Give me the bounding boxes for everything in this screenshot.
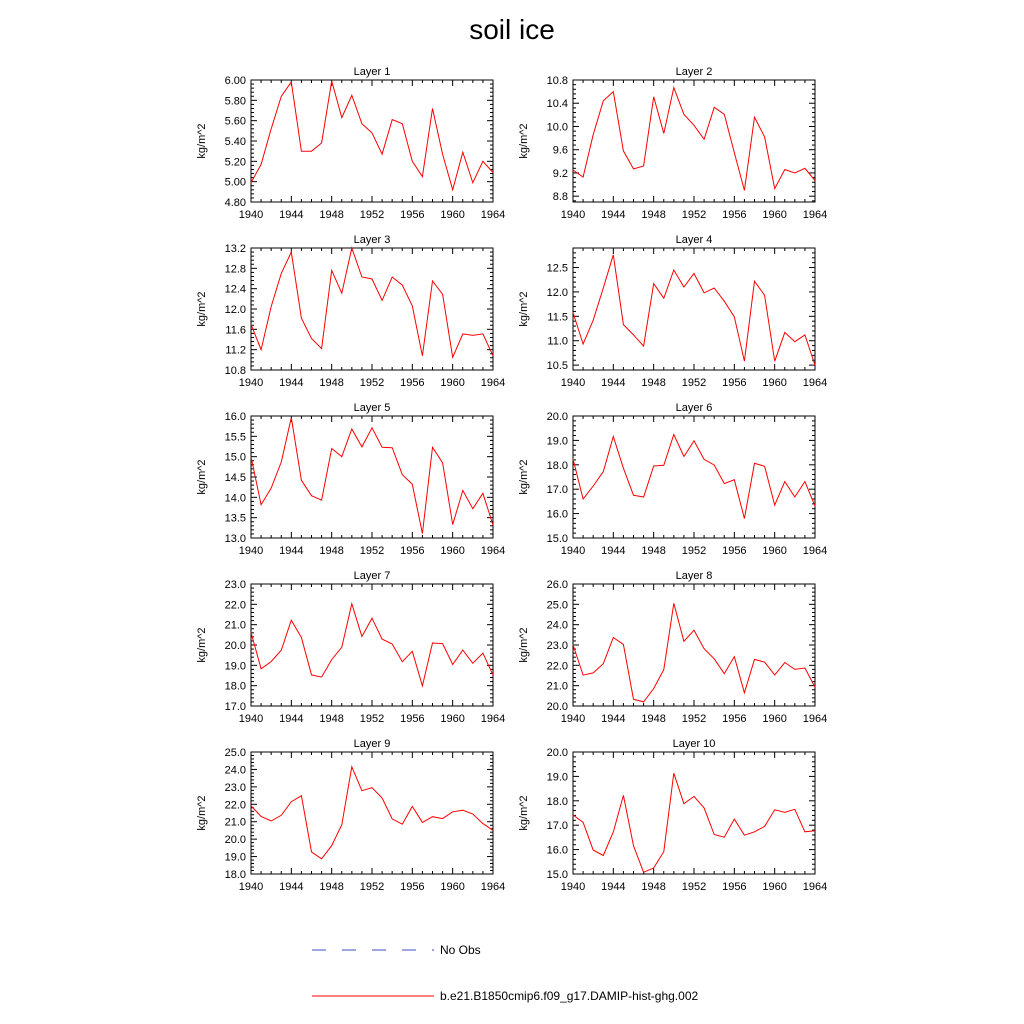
x-tick-label: 1944 bbox=[279, 545, 304, 557]
x-tick-label: 1940 bbox=[238, 377, 264, 389]
y-tick-label: 24.0 bbox=[546, 619, 568, 632]
y-tick-label: 10.4 bbox=[546, 98, 568, 111]
y-tick-label: 19.0 bbox=[546, 771, 568, 784]
x-tick-label: 1952 bbox=[359, 209, 385, 221]
x-tick-label: 1940 bbox=[560, 377, 586, 389]
x-tick-label: 1948 bbox=[641, 209, 666, 221]
y-tick-label: 21.0 bbox=[224, 619, 246, 632]
x-tick-label: 1952 bbox=[359, 377, 385, 389]
x-tick-label: 1940 bbox=[238, 209, 264, 221]
plot-frame bbox=[573, 416, 815, 538]
y-tick-label: 8.8 bbox=[552, 191, 568, 204]
x-tick-label: 1948 bbox=[319, 881, 344, 893]
y-tick-label: 23.0 bbox=[224, 781, 246, 794]
x-tick-label: 1944 bbox=[601, 377, 626, 389]
y-tick-label: 10.8 bbox=[546, 75, 568, 87]
x-tick-label: 1960 bbox=[762, 713, 787, 725]
chart-panel bbox=[196, 738, 505, 893]
x-tick-label: 1952 bbox=[681, 209, 707, 221]
chart-panel bbox=[196, 570, 505, 725]
y-tick-label: 21.0 bbox=[224, 816, 246, 829]
x-tick-label: 1940 bbox=[560, 545, 586, 557]
y-axis-label: kg/m^2 bbox=[196, 795, 208, 831]
x-tick-label: 1944 bbox=[279, 377, 304, 389]
panel-title: Layer 1 bbox=[353, 66, 391, 78]
y-axis-label: kg/m^2 bbox=[518, 459, 530, 495]
y-tick-label: 19.0 bbox=[546, 435, 568, 448]
x-tick-label: 1956 bbox=[722, 377, 747, 389]
y-tick-label: 12.0 bbox=[224, 304, 246, 316]
y-axis-label: kg/m^2 bbox=[196, 291, 208, 327]
x-tick-label: 1952 bbox=[681, 713, 707, 725]
plot-frame bbox=[251, 80, 493, 202]
y-tick-label: 15.5 bbox=[224, 431, 246, 444]
chart-panel bbox=[196, 234, 505, 389]
y-tick-label: 18.0 bbox=[224, 680, 246, 693]
x-tick-label: 1940 bbox=[238, 713, 264, 725]
x-tick-label: 1944 bbox=[601, 545, 626, 557]
x-tick-label: 1940 bbox=[238, 545, 264, 557]
x-tick-label: 1948 bbox=[319, 209, 344, 221]
plot-frame bbox=[251, 584, 493, 706]
x-tick-label: 1964 bbox=[802, 881, 828, 893]
x-tick-label: 1960 bbox=[440, 713, 465, 725]
plot-frame bbox=[573, 752, 815, 874]
y-axis-label: kg/m^2 bbox=[518, 795, 530, 831]
series-line bbox=[251, 81, 493, 190]
panel-title: Layer 2 bbox=[675, 66, 713, 78]
y-tick-label: 13.2 bbox=[224, 243, 246, 255]
y-tick-label: 25.0 bbox=[546, 599, 568, 612]
x-tick-label: 1964 bbox=[480, 545, 506, 557]
x-tick-label: 1948 bbox=[641, 545, 666, 557]
plot-frame bbox=[573, 584, 815, 706]
chart-panel bbox=[196, 66, 505, 221]
y-tick-label: 24.0 bbox=[224, 764, 246, 777]
series-line bbox=[251, 248, 493, 357]
chart-panel bbox=[518, 402, 827, 557]
series-line bbox=[573, 773, 815, 872]
x-tick-label: 1956 bbox=[400, 881, 425, 893]
x-tick-label: 1964 bbox=[480, 713, 506, 725]
series-line bbox=[573, 435, 815, 519]
y-axis-label: kg/m^2 bbox=[518, 627, 530, 663]
panel-title: Layer 7 bbox=[353, 570, 391, 582]
y-tick-label: 12.4 bbox=[224, 283, 246, 296]
y-tick-label: 19.0 bbox=[224, 851, 246, 864]
plot-frame bbox=[251, 752, 493, 874]
x-tick-label: 1944 bbox=[601, 209, 626, 221]
y-axis-label: kg/m^2 bbox=[196, 123, 208, 159]
plot-frame bbox=[573, 80, 815, 202]
x-tick-label: 1960 bbox=[762, 881, 787, 893]
y-tick-label: 20.0 bbox=[546, 701, 568, 713]
x-tick-label: 1952 bbox=[359, 881, 385, 893]
x-tick-label: 1956 bbox=[400, 713, 425, 725]
x-tick-label: 1964 bbox=[802, 209, 828, 221]
x-tick-label: 1956 bbox=[722, 881, 747, 893]
x-tick-label: 1952 bbox=[681, 881, 707, 893]
y-tick-label: 5.80 bbox=[224, 95, 246, 108]
y-tick-label: 10.5 bbox=[546, 360, 568, 373]
x-tick-label: 1956 bbox=[722, 713, 747, 725]
y-tick-label: 4.80 bbox=[224, 197, 246, 209]
legend bbox=[312, 943, 698, 1003]
y-tick-label: 5.20 bbox=[224, 156, 246, 169]
y-tick-label: 11.6 bbox=[225, 324, 246, 337]
panel-title: Layer 5 bbox=[353, 402, 391, 414]
y-tick-label: 21.0 bbox=[546, 680, 568, 693]
y-axis-label: kg/m^2 bbox=[196, 459, 208, 495]
y-tick-label: 20.0 bbox=[546, 411, 568, 423]
y-tick-label: 18.0 bbox=[224, 869, 246, 881]
x-tick-label: 1964 bbox=[480, 209, 506, 221]
y-tick-label: 9.6 bbox=[552, 144, 568, 157]
x-tick-label: 1948 bbox=[641, 713, 666, 725]
y-tick-label: 13.5 bbox=[224, 512, 246, 525]
x-tick-label: 1956 bbox=[722, 209, 747, 221]
x-tick-label: 1944 bbox=[279, 713, 304, 725]
x-tick-label: 1948 bbox=[319, 545, 344, 557]
plot-frame bbox=[251, 248, 493, 370]
x-tick-label: 1948 bbox=[641, 881, 666, 893]
y-tick-label: 9.2 bbox=[552, 167, 568, 180]
plot-frame bbox=[573, 248, 815, 370]
x-tick-label: 1944 bbox=[279, 881, 304, 893]
panel-title: Layer 8 bbox=[675, 570, 713, 582]
y-tick-label: 6.00 bbox=[224, 75, 246, 87]
x-tick-label: 1948 bbox=[319, 713, 344, 725]
x-tick-label: 1952 bbox=[359, 545, 385, 557]
series-line bbox=[573, 88, 815, 191]
y-axis-label: kg/m^2 bbox=[518, 291, 530, 327]
x-tick-label: 1940 bbox=[560, 209, 586, 221]
legend-label: b.e21.B1850cmip6.f09_g17.DAMIP-hist-ghg.002 bbox=[440, 989, 699, 1003]
x-tick-label: 1964 bbox=[802, 713, 828, 725]
x-tick-label: 1956 bbox=[400, 545, 425, 557]
x-tick-label: 1948 bbox=[319, 377, 344, 389]
figure-title: soil ice bbox=[469, 14, 555, 45]
y-tick-label: 26.0 bbox=[546, 579, 568, 591]
y-tick-label: 10.8 bbox=[224, 365, 246, 377]
series-line bbox=[251, 418, 493, 534]
x-tick-label: 1956 bbox=[722, 545, 747, 557]
y-tick-label: 15.0 bbox=[546, 869, 568, 881]
y-tick-label: 17.0 bbox=[546, 820, 568, 833]
x-tick-label: 1940 bbox=[238, 881, 264, 893]
panel-title: Layer 10 bbox=[672, 738, 716, 750]
y-tick-label: 15.0 bbox=[546, 533, 568, 545]
y-tick-label: 14.5 bbox=[224, 472, 246, 484]
y-tick-label: 25.0 bbox=[224, 747, 246, 759]
x-tick-label: 1964 bbox=[480, 377, 506, 389]
chart-panel bbox=[518, 234, 827, 389]
x-tick-label: 1960 bbox=[440, 377, 465, 389]
x-tick-label: 1960 bbox=[440, 881, 465, 893]
y-tick-label: 18.0 bbox=[546, 459, 568, 472]
y-tick-label: 22.0 bbox=[224, 599, 246, 612]
y-tick-label: 13.0 bbox=[224, 533, 246, 545]
y-tick-label: 22.0 bbox=[546, 660, 568, 673]
y-axis-label: kg/m^2 bbox=[518, 123, 530, 159]
y-tick-label: 14.0 bbox=[224, 492, 246, 505]
x-tick-label: 1952 bbox=[359, 713, 385, 725]
y-tick-label: 23.0 bbox=[546, 640, 568, 652]
x-tick-label: 1960 bbox=[762, 545, 787, 557]
x-tick-label: 1956 bbox=[400, 377, 425, 389]
chart-panel bbox=[518, 66, 827, 221]
series-line bbox=[251, 604, 493, 686]
y-tick-label: 22.0 bbox=[224, 799, 246, 812]
y-tick-label: 5.40 bbox=[224, 136, 246, 148]
x-tick-label: 1940 bbox=[560, 881, 586, 893]
x-tick-label: 1960 bbox=[762, 209, 787, 221]
x-tick-label: 1964 bbox=[802, 545, 828, 557]
y-tick-label: 15.0 bbox=[224, 451, 246, 464]
series-line bbox=[573, 255, 815, 365]
y-tick-label: 20.0 bbox=[546, 747, 568, 759]
y-tick-label: 19.0 bbox=[224, 660, 246, 673]
y-tick-label: 11.0 bbox=[547, 335, 568, 348]
x-tick-label: 1952 bbox=[681, 377, 707, 389]
panel-title: Layer 9 bbox=[353, 738, 391, 750]
y-tick-label: 17.0 bbox=[224, 701, 246, 713]
chart-panel bbox=[196, 402, 505, 557]
y-tick-label: 12.0 bbox=[546, 286, 568, 299]
y-tick-label: 20.0 bbox=[224, 640, 246, 652]
panel-title: Layer 6 bbox=[675, 402, 713, 414]
x-tick-label: 1944 bbox=[601, 881, 626, 893]
y-tick-label: 17.0 bbox=[546, 484, 568, 497]
x-tick-label: 1952 bbox=[681, 545, 707, 557]
y-axis-label: kg/m^2 bbox=[196, 627, 208, 663]
x-tick-label: 1940 bbox=[560, 713, 586, 725]
y-tick-label: 11.5 bbox=[547, 311, 568, 324]
y-tick-label: 20.0 bbox=[224, 834, 246, 847]
x-tick-label: 1960 bbox=[440, 209, 465, 221]
x-tick-label: 1960 bbox=[440, 545, 465, 557]
y-tick-label: 16.0 bbox=[224, 411, 246, 423]
panel-title: Layer 4 bbox=[675, 234, 713, 246]
y-tick-label: 11.2 bbox=[225, 344, 246, 357]
y-tick-label: 5.00 bbox=[224, 176, 246, 189]
y-tick-label: 10.0 bbox=[546, 121, 568, 134]
x-tick-label: 1956 bbox=[400, 209, 425, 221]
chart-panel bbox=[518, 570, 827, 725]
x-tick-label: 1948 bbox=[641, 377, 666, 389]
series-line bbox=[251, 767, 493, 859]
y-tick-label: 5.60 bbox=[224, 115, 246, 128]
y-tick-label: 12.8 bbox=[224, 263, 246, 276]
panel-title: Layer 3 bbox=[353, 234, 391, 246]
x-tick-label: 1960 bbox=[762, 377, 787, 389]
legend-label: No Obs bbox=[440, 943, 481, 957]
x-tick-label: 1944 bbox=[601, 713, 626, 725]
x-tick-label: 1964 bbox=[802, 377, 828, 389]
series-line bbox=[573, 603, 815, 702]
y-tick-label: 23.0 bbox=[224, 579, 246, 591]
x-tick-label: 1944 bbox=[279, 209, 304, 221]
y-tick-label: 16.0 bbox=[546, 508, 568, 521]
y-tick-label: 16.0 bbox=[546, 844, 568, 857]
x-tick-label: 1964 bbox=[480, 881, 506, 893]
y-tick-label: 12.5 bbox=[546, 262, 568, 275]
chart-panel bbox=[518, 738, 827, 893]
y-tick-label: 18.0 bbox=[546, 795, 568, 808]
